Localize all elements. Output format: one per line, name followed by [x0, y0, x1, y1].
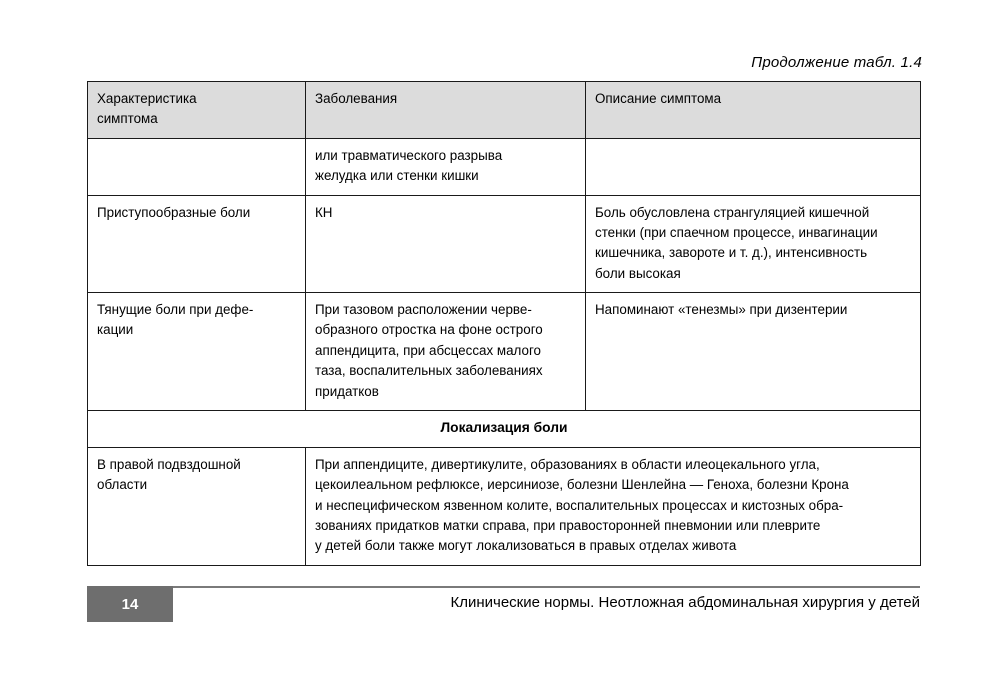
- cell-text-line: образного отростка на фоне острого: [315, 322, 543, 338]
- cell-text-line: кишечника, завороте и т. д.), интенсивность: [595, 245, 868, 261]
- column-header-diseases: Заболевания: [306, 82, 586, 139]
- cell-diseases: КН: [306, 195, 586, 293]
- symptoms-table: [87, 81, 921, 566]
- column-header-symptom-line-1: Характеристика: [97, 91, 197, 106]
- column-header-symptom-characteristic: [88, 82, 306, 139]
- table-header: [88, 82, 921, 139]
- page-number-badge: 14: [87, 586, 173, 622]
- table-header-row: [88, 82, 921, 139]
- cell-text-line: желудка или стенки кишки: [315, 168, 479, 184]
- cell-text-line: аппендицита, при абсцессах малого: [315, 342, 541, 358]
- cell-symptom: Приступообразные боли: [88, 195, 306, 293]
- running-head: Продолжение табл. 1.4: [751, 54, 922, 71]
- cell-text-line: цекоилеальном рефлюксе, иерсиниозе, болезни Шенлейна — Геноха, болезни Крона: [315, 477, 849, 493]
- table-row: [88, 195, 921, 293]
- table-row: [88, 447, 921, 565]
- table-body: [88, 138, 921, 565]
- cell-description: [586, 195, 921, 293]
- section-divider-label: Локализация боли: [88, 410, 921, 447]
- symptoms-table-wrapper: [87, 81, 920, 566]
- cell-description-empty: [586, 138, 921, 195]
- cell-symptom: [88, 293, 306, 411]
- cell-text-line: у детей боли также могут локализоваться в правых отделах живота: [315, 538, 737, 554]
- cell-text-line: В правой подвздошной: [97, 456, 241, 472]
- cell-text-line: области: [97, 477, 148, 493]
- column-header-symptom-description: Описание симптома: [586, 82, 921, 139]
- cell-text-line: При тазовом расположении черве-: [315, 302, 532, 317]
- cell-text-line: или травматического разрыва: [315, 147, 503, 163]
- cell-text-line: стенки (при спаечном процессе, инвагинации: [595, 224, 878, 240]
- column-header-symptom-line-2: симптома: [97, 111, 158, 127]
- cell-diseases-description-merged: [306, 447, 921, 565]
- table-section-divider-row: [88, 410, 921, 447]
- cell-text-line: боли высокая: [595, 265, 681, 281]
- cell-text-line: кации: [97, 322, 134, 338]
- cell-symptom: [88, 447, 306, 565]
- cell-text-line: При аппендиците, дивертикулите, образованиях в области илеоцекального угла,: [315, 456, 820, 472]
- cell-diseases: [306, 138, 586, 195]
- table-row: [88, 138, 921, 195]
- footer-book-title: Клинические нормы. Неотложная абдоминальная хирургия у детей: [450, 594, 920, 611]
- cell-text-line: зованиях придатков матки справа, при правосторонней пневмонии или плеврите: [315, 517, 821, 533]
- cell-description: Напоминают «тенезмы» при дизентерии: [586, 293, 921, 411]
- cell-text-line: и неспецифическом язвенном колите, воспалительных процессах и кистозных обра-: [315, 497, 844, 513]
- cell-text-line: Боль обусловлена странгуляцией кишечной: [595, 204, 870, 220]
- cell-text-line: придатков: [315, 383, 379, 399]
- cell-text-line: таза, воспалительных заболеваниях: [315, 363, 543, 379]
- cell-symptom-empty: [88, 138, 306, 195]
- page-footer: [87, 586, 920, 624]
- cell-text-line: Тянущие боли при дефе-: [97, 302, 254, 317]
- footer-divider-rule: [87, 586, 920, 588]
- table-row: [88, 293, 921, 411]
- cell-diseases: [306, 293, 586, 411]
